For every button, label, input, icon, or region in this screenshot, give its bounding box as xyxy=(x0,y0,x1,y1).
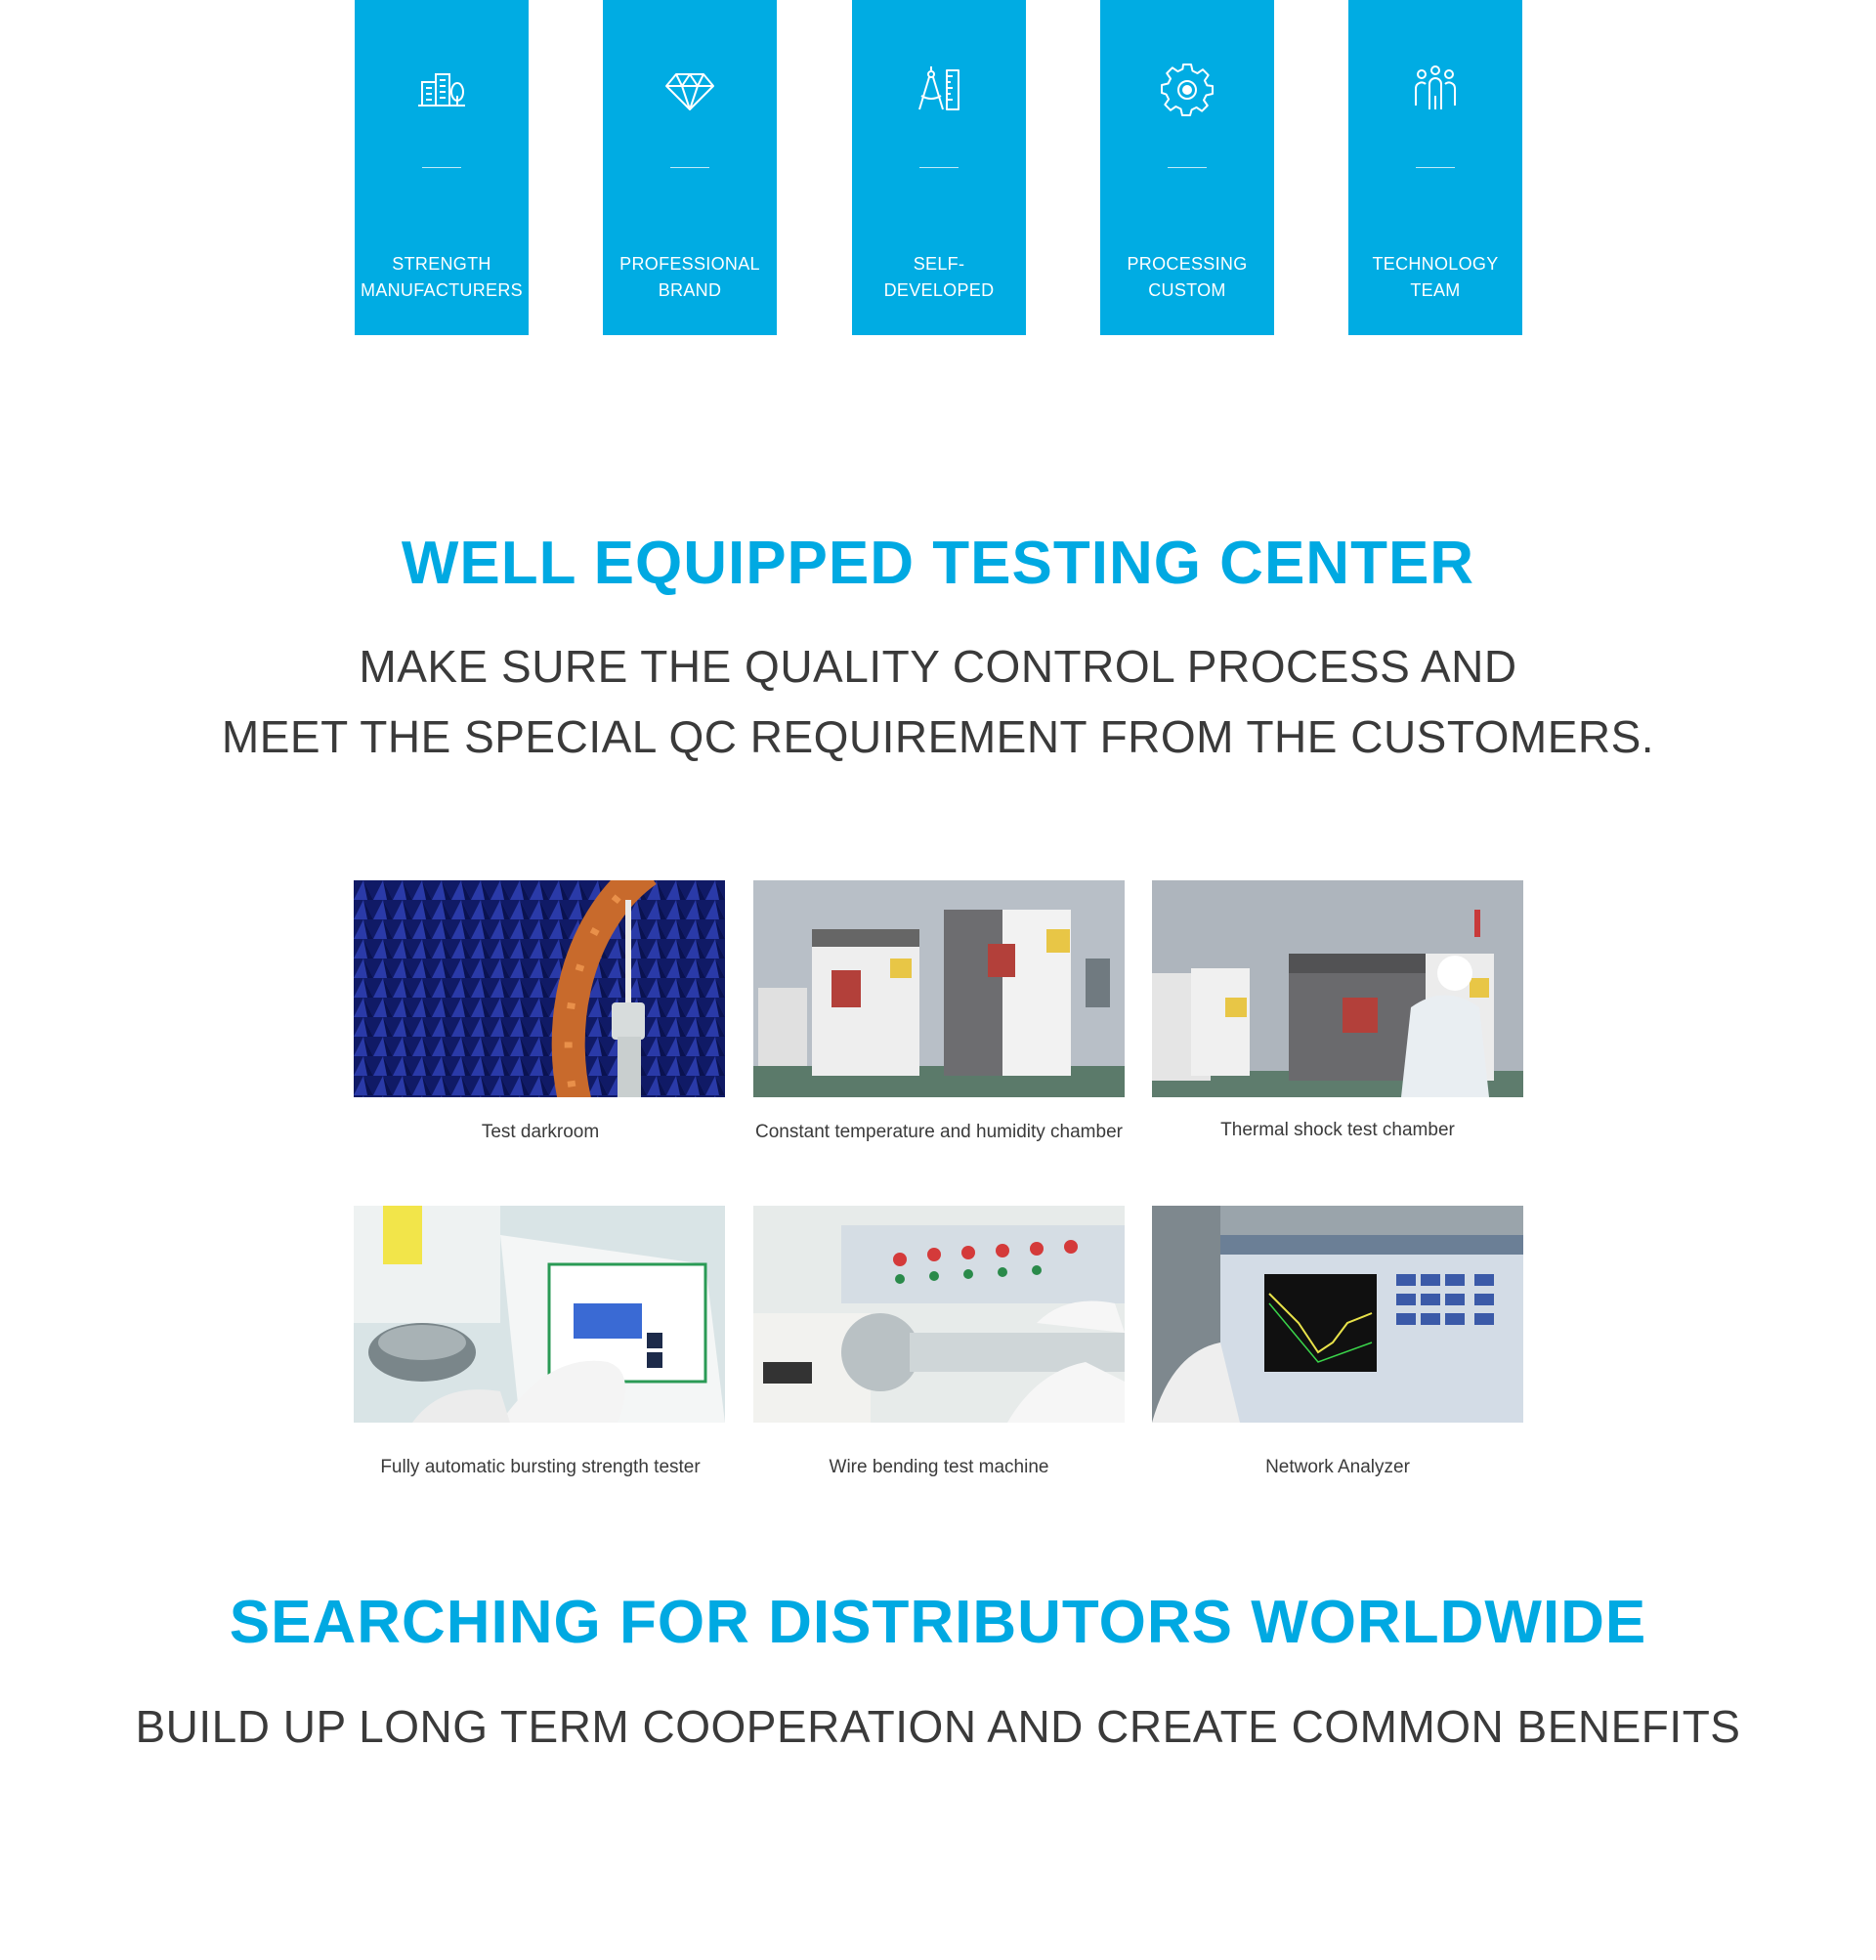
distributors-subtitle: BUILD UP LONG TERM COOPERATION AND CREATE COMMON BENEFITS xyxy=(135,1701,1741,1752)
card-divider xyxy=(670,167,709,168)
test-darkroom-photo xyxy=(354,880,725,1097)
caption-network-analyzer: Network Analyzer xyxy=(1265,1457,1410,1477)
compass-ruler-icon xyxy=(912,63,966,117)
caption-thermal-shock-chamber: Thermal shock test chamber xyxy=(1220,1120,1455,1140)
feature-card-professional-brand[interactable] xyxy=(603,0,777,335)
network-analyzer-photo xyxy=(1152,1206,1523,1423)
card-divider xyxy=(919,167,959,168)
testing-center-title: WELL EQUIPPED TESTING CENTER xyxy=(401,530,1475,597)
card-divider xyxy=(1416,167,1455,168)
wire-bending-machine-photo xyxy=(753,1206,1125,1423)
feature-label: PROFESSIONAL BRAND xyxy=(619,254,760,300)
testing-center-subtitle-line1: MAKE SURE THE QUALITY CONTROL PROCESS AND xyxy=(359,641,1517,692)
testing-center-subtitle-line2: MEET THE SPECIAL QC REQUIREMENT FROM THE CUSTOMERS. xyxy=(221,711,1655,762)
bursting-strength-tester-photo xyxy=(354,1206,725,1423)
feature-card-technology-team[interactable] xyxy=(1348,0,1522,335)
feature-card-processing-custom[interactable] xyxy=(1100,0,1274,335)
distributors-title: SEARCHING FOR DISTRIBUTORS WORLDWIDE xyxy=(229,1589,1647,1656)
caption-constant-temperature-chamber: Constant temperature and humidity chamber xyxy=(755,1122,1123,1142)
feature-card-strength-manufacturers[interactable] xyxy=(355,0,529,335)
feature-label: TECHNOLOGY TEAM xyxy=(1372,254,1499,300)
features-row xyxy=(0,0,1876,335)
card-divider xyxy=(422,167,461,168)
feature-label: PROCESSING CUSTOM xyxy=(1127,254,1248,300)
buildings-icon xyxy=(414,63,469,117)
thermal-shock-chamber-photo xyxy=(1152,880,1523,1097)
caption-test-darkroom: Test darkroom xyxy=(481,1122,600,1142)
card-divider xyxy=(1168,167,1207,168)
caption-bursting-strength-tester: Fully automatic bursting strength tester xyxy=(380,1457,701,1477)
diamond-icon xyxy=(662,63,717,117)
team-icon xyxy=(1408,63,1463,117)
caption-wire-bending-machine: Wire bending test machine xyxy=(829,1457,1049,1477)
feature-card-self-developed[interactable] xyxy=(852,0,1026,335)
constant-temperature-chamber-photo xyxy=(753,880,1125,1097)
feature-label: STRENGTH MANUFACTURERS xyxy=(361,254,523,300)
gear-icon xyxy=(1160,63,1215,117)
feature-label: SELF- DEVELOPED xyxy=(883,254,995,300)
